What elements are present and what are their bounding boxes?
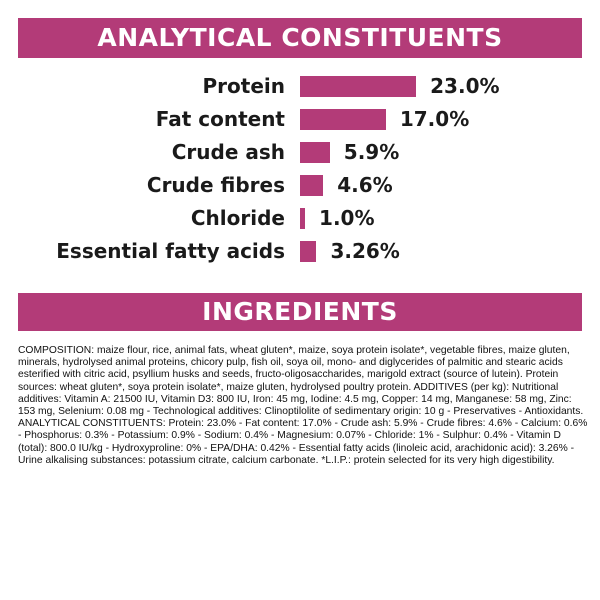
constituent-row [0,136,600,169]
constituent-value: 23.0% [430,74,500,98]
constituent-row [0,169,600,202]
constituent-value: 5.9% [343,140,400,164]
constituent-bar [300,175,323,196]
constituent-value: 4.6% [337,173,393,197]
constituent-label: Protein [202,74,285,98]
constituent-row [0,70,600,103]
constituent-value: 1.0% [319,206,375,230]
constituent-value: 3.26% [330,239,400,263]
constituent-label: Crude ash [171,140,285,164]
constituent-label: Crude fibres [146,173,285,197]
ingredients-text: COMPOSITION: maize flour, rice, animal fats, wheat gluten*, maize, soya protein isolate*, vegetable fibres, maize gluten, minerals, hydrolysed animal proteins, chicory pulp, fish oil, soya oil, mono- and diglycerides of palmitic and stearic acids esterified with citric acid, psyllium husks and seeds, fructo-oligosaccharides, marigold extract (source of lutein). Protein sources: wheat gluten*, soya protein isolate*, maize gluten, hydrolysed poultry protein. ADDITIVES (per kg): Nutritional additives: Vitamin A: 21500 IU, Vitamin D3: 800 IU, Iron: 45 mg, Iodine: 4.5 mg, Copper: 14 mg, Manganese: 58 mg, Zinc: 153 mg, Selenium: 0.08 mg - Technological additives: Clinoptilolite of sedimentary origin: 10 g - Preservatives - Antioxidants. ANALYTICAL CONSTITUENTS: Protein: 23.0% - Fat content: 17.0% - Crude ash: 5.9% - Crude fibres: 4.6% - Calcium: 0.6% - Phosphorus: 0.3% - Potassium: 0.9% - Sodium: 0.4% - Magnesium: 0.07% - Chloride: 1% - Sulphur: 0.4% - Vitamin D (total): 800.0 IU/kg - Hydroxyproline: 0% - EPA/DHA: 0.42% - Essential fatty acids (linoleic acid, arachidonic acid): 3.26% - Urine alkalising substances: potassium citrate, calcium carbonate. *L.I.P.: protein selected for its very high digestibility. [18,345,588,466]
constituent-row [0,235,600,268]
constituent-label: Essential fatty acids [56,239,285,263]
constituent-bar [300,142,330,163]
constituent-row [0,103,600,136]
ingredients-title: INGREDIENTS [202,297,398,326]
constituent-row [0,202,600,235]
analytical-constituents-title: ANALYTICAL CONSTITUENTS [97,23,503,52]
constituent-bar [300,241,316,262]
constituent-bar [300,208,305,229]
constituent-bar [300,76,416,97]
ingredients-banner [18,293,582,331]
analytical-constituents-banner [18,18,582,58]
constituent-bar [300,109,386,130]
constituent-label: Fat content [155,107,285,131]
constituent-value: 17.0% [399,107,470,131]
constituent-label: Chloride [190,206,285,230]
